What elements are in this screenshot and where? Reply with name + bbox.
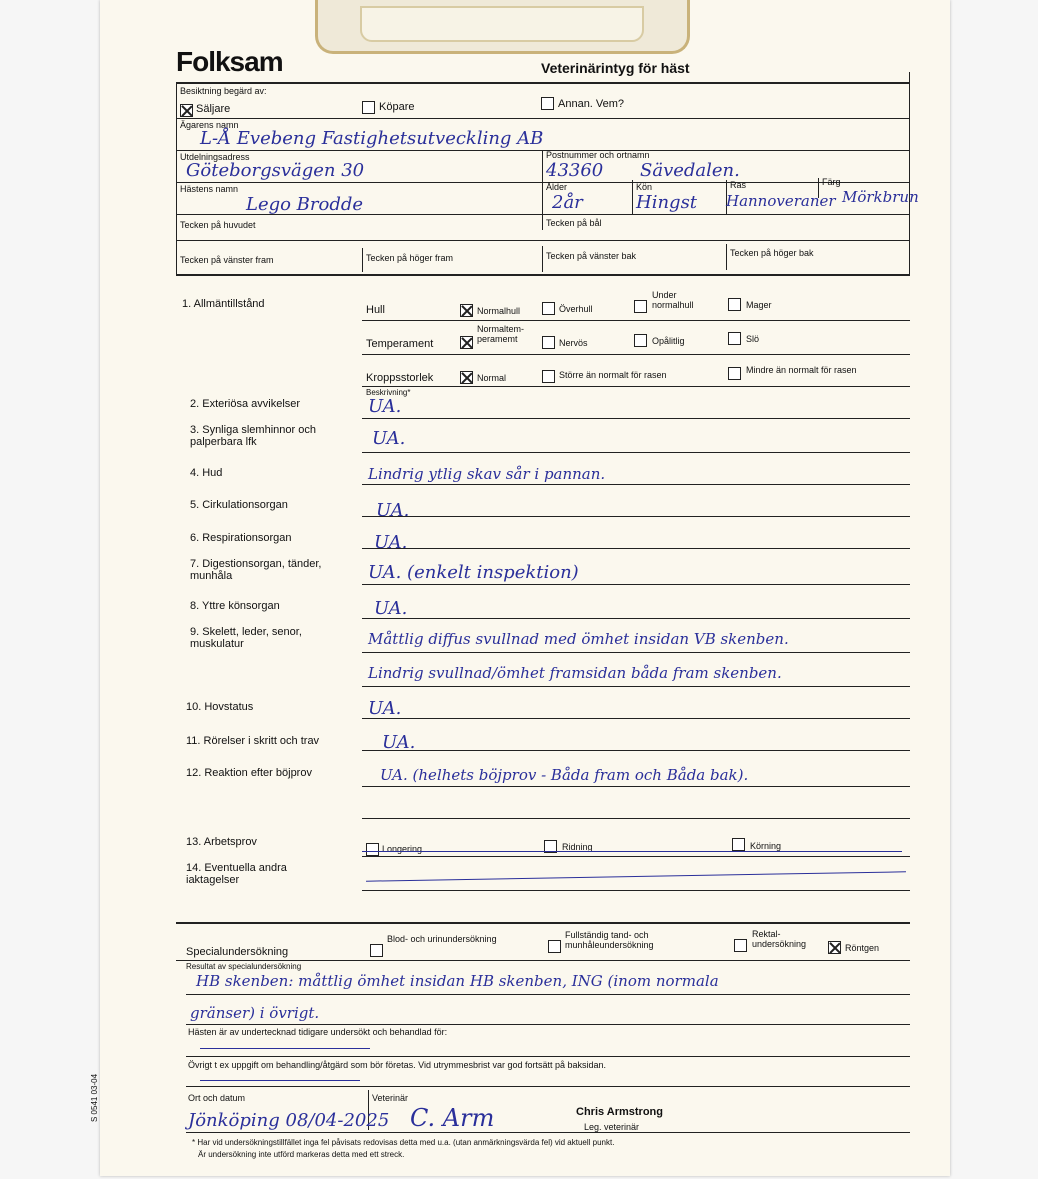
- checkbox-size-larger[interactable]: [542, 370, 555, 383]
- item-exterior-label: 2. Exteriösa avvikelser: [190, 398, 301, 410]
- color-value: Mörkbrun: [842, 188, 919, 206]
- vet-label: Veterinär: [372, 1093, 409, 1103]
- section-general-label: 1. Allmäntillstånd: [182, 298, 265, 310]
- footnote-line-1: * Har vid undersökningstillfället inga fel påvisats redovisas detta med u.a. (utan anmärkningsvärda fel) vid aktuell punkt.: [192, 1138, 615, 1147]
- special-result-value-2: gränser) i övrigt.: [190, 1004, 320, 1022]
- checkbox-mager[interactable]: [728, 298, 741, 311]
- checkbox-seller[interactable]: [180, 104, 193, 117]
- form-paper: [90, 0, 950, 1176]
- item-skeleton-value: Måttlig diffus svullnad med ömhet insidan VB skenben.: [368, 630, 789, 648]
- option-buyer: Köpare: [379, 101, 415, 113]
- item-skeleton-label: 9. Skelett, leder, senor, muskulatur: [190, 626, 302, 650]
- checkbox-size-normal[interactable]: [460, 371, 473, 384]
- checkbox-normalhull[interactable]: [460, 304, 473, 317]
- checkbox-underhull[interactable]: [634, 300, 647, 313]
- special-option-blood: Blod- och urinundersökning: [387, 934, 497, 944]
- special-exam-label: Specialundersökning: [186, 946, 289, 958]
- footnote-line-2: Är undersökning inte utförd markeras detta med ett streck.: [198, 1150, 405, 1159]
- sex-value: Hingst: [636, 192, 698, 213]
- sex-label: Kön: [636, 182, 653, 192]
- horse-name-label: Hästens namn: [180, 184, 239, 194]
- temp-option-unreliable: Opålitlig: [652, 336, 685, 346]
- postal-label: Postnummer och ortnamn: [546, 150, 650, 160]
- size-option-larger: Större än normalt för rasen: [559, 370, 667, 380]
- item-flexion-value: UA. (helhets böjprov - Båda fram och Båda bak).: [380, 766, 749, 784]
- marks-head-label: Tecken på huvudet: [180, 220, 256, 230]
- hull-option-under: Under normalhull: [652, 290, 694, 310]
- form-code: S 0541 03-04: [90, 1073, 99, 1122]
- item-skin-value: Lindrig ytlig skav sår i pannan.: [368, 465, 606, 483]
- temperament-label: Temperament: [366, 338, 434, 350]
- hull-label: Hull: [366, 304, 385, 316]
- description-label: Beskrivning*: [366, 388, 411, 397]
- item-skin-label: 4. Hud: [190, 467, 223, 479]
- size-option-smaller: Mindre än normalt för rasen: [746, 365, 857, 375]
- item-hoof-label: 10. Hovstatus: [186, 701, 254, 713]
- checkbox-xray[interactable]: [828, 941, 841, 954]
- marks-left-front-label: Tecken på vänster fram: [180, 255, 274, 265]
- size-option-normal: Normal: [477, 373, 507, 383]
- temp-option-slow: Slö: [746, 334, 760, 344]
- request-label: Besiktning begärd av:: [180, 86, 267, 96]
- item-genitals-value: UA.: [374, 598, 408, 619]
- item-digestion-value: UA. (enkelt inspektion): [368, 562, 579, 583]
- checkbox-blood-urine[interactable]: [370, 944, 383, 957]
- other-observations-label: 14. Eventuella andra iaktagelser: [186, 862, 287, 886]
- checkbox-dental[interactable]: [548, 940, 561, 953]
- work-option-lunging: Longering: [382, 844, 423, 854]
- breed-label: Ras: [730, 180, 747, 190]
- item-circulation-value: UA.: [376, 500, 410, 521]
- marks-left-back-label: Tecken på vänster bak: [546, 251, 637, 261]
- marks-right-front-label: Tecken på höger fram: [366, 253, 454, 263]
- vet-signature: C. Arm: [410, 1104, 495, 1132]
- city-value: Sävedalen.: [640, 160, 740, 181]
- item-movement-value: UA.: [382, 732, 416, 753]
- checkbox-driving[interactable]: [732, 838, 745, 851]
- checkbox-temp-slow[interactable]: [728, 332, 741, 345]
- marks-body-label: Tecken på bål: [546, 218, 602, 228]
- hull-option-normal: Normalhull: [477, 306, 521, 316]
- special-result-label: Resultat av specialundersökning: [186, 962, 302, 971]
- temp-option-nervous: Nervös: [559, 338, 588, 348]
- item-mucosa-value: UA.: [372, 428, 406, 449]
- checkbox-temp-unreliable[interactable]: [634, 334, 647, 347]
- hull-option-mager: Mager: [746, 300, 772, 310]
- item-movement-label: 11. Rörelser i skritt och trav: [186, 735, 320, 747]
- address-label: Utdelningsadress: [180, 152, 250, 162]
- checkbox-overhull[interactable]: [542, 302, 555, 315]
- option-seller: Säljare: [196, 103, 231, 115]
- special-option-dental: Fullständig tand- och munhåleundersökning: [565, 930, 654, 950]
- horse-name-value: Lego Brodde: [246, 194, 364, 215]
- checkbox-lunging[interactable]: [366, 843, 379, 856]
- document-title: Veterinärintyg för häst: [541, 60, 690, 76]
- work-option-driving: Körning: [750, 841, 782, 851]
- checkbox-other[interactable]: [541, 97, 554, 110]
- work-test-label: 13. Arbetsprov: [186, 836, 257, 848]
- item-circulation-label: 5. Cirkulationsorgan: [190, 499, 288, 511]
- clipboard-clip: [315, 0, 690, 54]
- item-hoof-value: UA.: [368, 698, 402, 719]
- item-mucosa-label: 3. Synliga slemhinnor och palperbara lfk: [190, 424, 316, 448]
- vet-title: Leg. veterinär: [584, 1122, 640, 1132]
- hull-option-over: Överhull: [559, 304, 593, 314]
- checkbox-size-smaller[interactable]: [728, 367, 741, 380]
- age-value: 2år: [552, 192, 583, 213]
- checkbox-temp-nervous[interactable]: [542, 336, 555, 349]
- item-digestion-label: 7. Digestionsorgan, tänder, munhåla: [190, 558, 322, 582]
- item-exterior-value: UA.: [368, 396, 402, 417]
- owner-name-label: Ägarens namn: [180, 120, 239, 130]
- item-respiration-value: UA.: [374, 532, 408, 553]
- vet-name: Chris Armstrong: [576, 1106, 663, 1118]
- temp-option-normal: Normaltem-peramemt: [477, 324, 525, 344]
- checkbox-temp-normal[interactable]: [460, 336, 473, 349]
- checkbox-buyer[interactable]: [362, 101, 375, 114]
- other-notes-label: Övrigt t ex uppgift om behandling/åtgärd som bör företas. Vid utrymmesbrist var god fortsätt på baksidan.: [188, 1060, 607, 1070]
- item-skeleton-value-2: Lindrig svullnad/ömhet framsidan båda fram skenben.: [368, 664, 782, 682]
- item-flexion-label: 12. Reaktion efter böjprov: [186, 767, 312, 779]
- special-option-xray: Röntgen: [845, 943, 880, 953]
- checkbox-rectal[interactable]: [734, 939, 747, 952]
- age-label: Ålder: [546, 182, 568, 192]
- item-respiration-label: 6. Respirationsorgan: [190, 532, 292, 544]
- option-other: Annan. Vem?: [558, 98, 625, 110]
- prior-treatment-label: Hästen är av undertecknad tidigare undersökt och behandlad för:: [188, 1027, 448, 1037]
- folksam-logo: Folksam: [176, 46, 283, 77]
- work-option-riding: Ridning: [562, 842, 593, 852]
- special-result-value-1: HB skenben: måttlig ömhet insidan HB skenben, ING (inom normala: [196, 972, 719, 990]
- owner-name-value: L-Å Evebeng Fastighetsutveckling AB: [200, 128, 544, 149]
- place-date-value: Jönköping 08/04-2025: [188, 1110, 390, 1131]
- breed-value: Hannoveraner: [726, 192, 836, 210]
- item-genitals-label: 8. Yttre könsorgan: [190, 600, 280, 612]
- place-date-label: Ort och datum: [188, 1093, 246, 1103]
- color-label: Färg: [822, 177, 841, 187]
- marks-right-back-label: Tecken på höger bak: [730, 248, 814, 258]
- address-value: Göteborgsvägen 30: [186, 160, 365, 181]
- body-size-label: Kroppsstorlek: [366, 372, 434, 384]
- special-option-rectal: Rektal-undersökning: [752, 929, 807, 949]
- postal-value: 43360: [546, 160, 604, 181]
